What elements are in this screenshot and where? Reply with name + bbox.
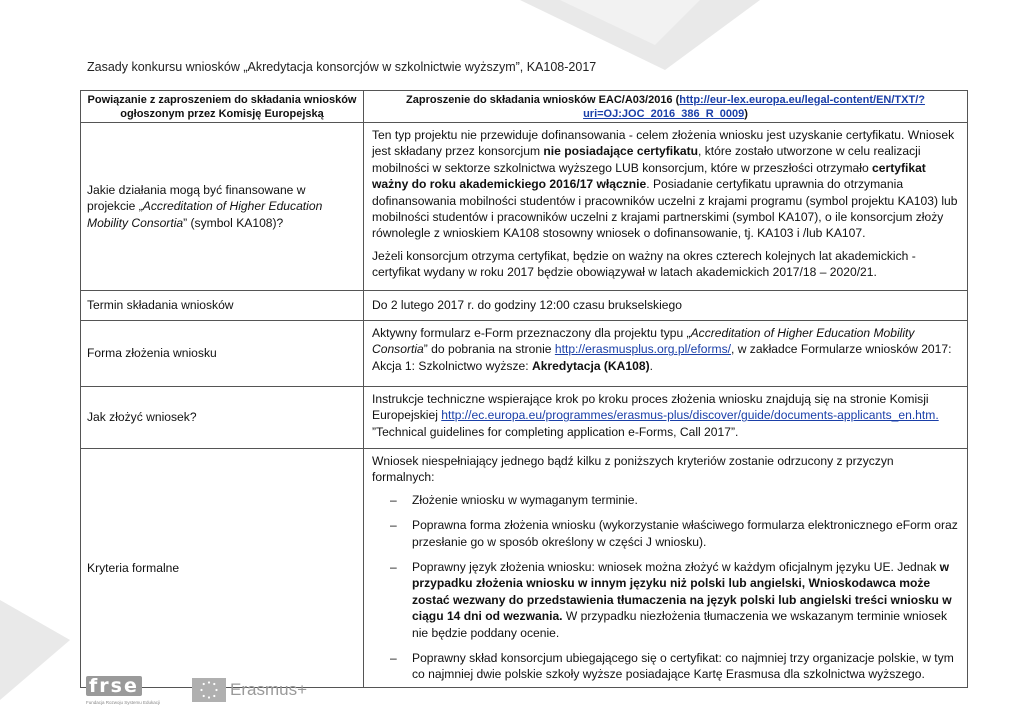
rules-table (80, 90, 968, 688)
list-item: – Poprawna forma złożenia wniosku (wykorzystanie właściwego formularza elektronicznego eForm oraz przesłanie go w sposób określony w części J wniosku). (372, 517, 959, 550)
criteria-list (372, 492, 959, 683)
table-row-activities (81, 123, 968, 291)
eforms-link[interactable]: http://erasmusplus.org.pl/eforms/ (554, 342, 731, 357)
list-item: – Poprawny język złożenia wniosku: wniosek można złożyć w każdym oficjalnym języku UE. Jednak w przypadku złożenia wniosku w innym języku niż polski lub angielski, Wnioskodawca może zostać wezwany do przedstawienia tłumaczenia na język polski lub angielski treści wniosku w ciągu 14 dni od wezwania. W przypadku niezłożenia tłumaczenia we wskazanym terminie wniosek nie będzie poddany ocenie. (372, 559, 959, 641)
activities-label: Jakie działania mogą być finansowane w projekcie „Accreditation of Higher Education Mobility Consortia” (symbol KA108)? (81, 123, 364, 291)
criteria-intro: Wniosek niespełniający jednego bądź kilku z poniższych kryteriów zostanie odrzucony z przyczyn formalnych: (372, 454, 894, 485)
eu-flag-icon (192, 678, 226, 702)
criteria-content (364, 449, 968, 688)
frse-logo: frse Fundacja Rozwoju Systemu Edukacji (86, 675, 161, 705)
deadline-value: Do 2 lutego 2017 r. do godziny 12:00 czasu brukselskiego (364, 291, 968, 321)
activities-content (364, 123, 968, 291)
ec-guidelines-link[interactable]: http://ec.europa.eu/programmes/erasmus-plus/discover/guide/documents-applicants_en.htm. (441, 408, 939, 423)
how-label: Jak złożyć wniosek? (81, 387, 364, 449)
how-content: Instrukcje techniczne wspierające krok po kroku proces złożenia wniosku znajdują się na stronie Komisji Europejskiej http://ec.europa.eu/programmes/erasmus-plus/discover/guide/documents-applicants_en.htm. ”Technical guidelines for completing application e-Forms, Call 2017”. (364, 387, 968, 449)
list-item: – Poprawny skład konsorcjum ubiegającego się o certyfikat: co najmniej trzy organizacje polskie, w tym co najmniej dwie polskie szkoły wyższe posiadające Kartę Erasmusa dla szkolnictwa wyższego. (372, 650, 959, 683)
table-row-criteria (81, 449, 968, 688)
table-row-how (81, 387, 968, 449)
table-row-form (81, 321, 968, 387)
document-title: Zasady konkursu wniosków „Akredytacja konsorcjów w szkolnictwie wyższym”, KA108-2017 (87, 60, 597, 74)
activities-paragraph-1: Ten typ projektu nie przewiduje dofinansowania - celem złożenia wniosku jest uzyskanie certyfikatu. Wniosek jest składany przez konsorcjum nie posiadające certyfikatu, które zostało utworzone w celu realizacji mobilności w sektorze szkolnictwa wyższego LUB konsorcjum, które w przeszłości otrzymało certyfikat ważny do roku akademickiego 2016/17 włącznie. Posiadanie certyfikatu uprawnia do otrzymania dofinansowania mobilności studentów i pracowników uczelni z krajami programu (symbol projektu KA103) lub mobilności studentów i pracowników uczelni z krajami partnerskimi (symbol KA107), o ile konsorcjum złoży równolegle z wnioskiem KA108 stosowny wniosek o dofinansowanie, tj. KA103 i /lub KA107. (372, 128, 958, 241)
table-header-row (81, 91, 968, 123)
table-row-deadline (81, 291, 968, 321)
form-content: Aktywny formularz e-Form przeznaczony dla projektu typu „Accreditation of Higher Education Mobility Consortia” do pobrania na stronie http://erasmusplus.org.pl/eforms/, w zakładce Formularze wniosków 2017: Akcja 1: Szkolnictwo wyższe: Akredytacja (KA108). (364, 321, 968, 387)
eur-lex-link[interactable]: http://eur-lex.europa.eu/legal-content/EN/TXT/?uri=OJ:JOC_2016_386_R_0009 (583, 93, 925, 120)
criteria-label: Kryteria formalne (81, 449, 364, 688)
form-label: Forma złożenia wniosku (81, 321, 364, 387)
activities-paragraph-2: Jeżeli konsorcjum otrzyma certyfikat, będzie on ważny na okres czterech kolejnych lat akademickich - certyfikat wydany w roku 2017 będzie obowiązywał w latach akademickich 2017/18 – 2020/21. (372, 248, 916, 280)
list-item: – Złożenie wniosku w wymaganym terminie. (372, 492, 959, 508)
erasmus-plus-logo: Erasmus+ (192, 678, 332, 706)
header-right: Zaproszenie do składania wniosków EAC/A03/2016 (http://eur-lex.europa.eu/legal-content/EN/TXT/?uri=OJ:JOC_2016_386_R_0009) (364, 91, 968, 123)
header-left: Powiązanie z zaproszeniem do składania wniosków ogłoszonym przez Komisję Europejską (81, 91, 364, 123)
deadline-label: Termin składania wniosków (81, 291, 364, 321)
